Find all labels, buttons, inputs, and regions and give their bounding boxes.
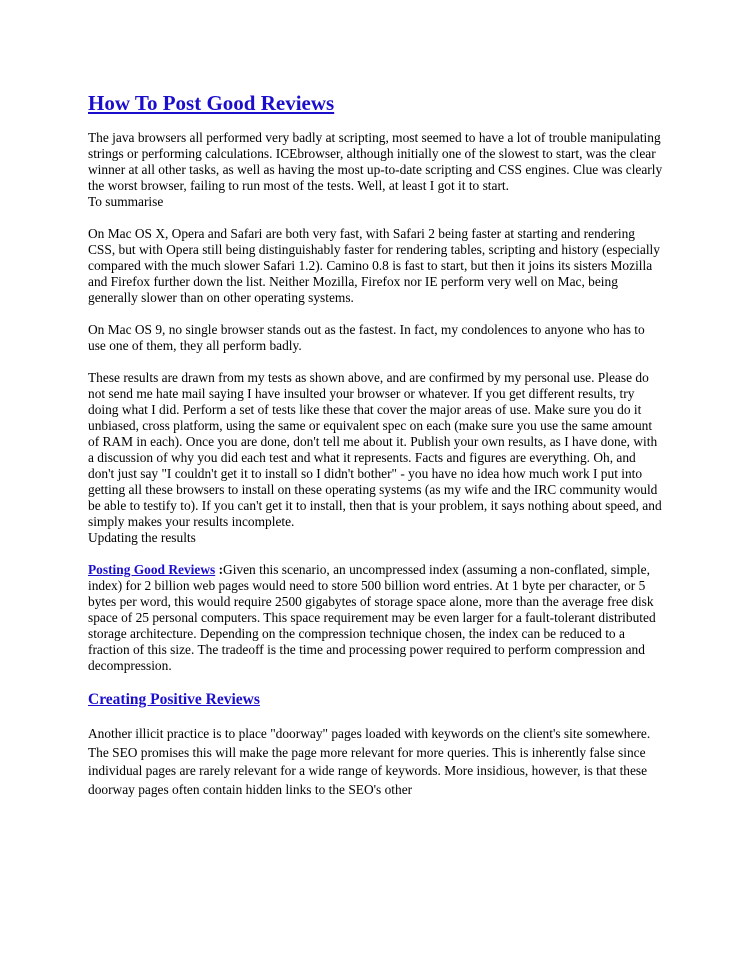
paragraph-mac-os-9: On Mac OS 9, no single browser stands out as the fastest. In fact, my condolences to anyone who has to use one of them, they all perform badly. [88,322,645,353]
paragraph-results-text: These results are drawn from my tests as shown above, and are confirmed by my personal use. Please do not send me hate mail saying I have insulted your browser or whatever. If you get different results, try doing what I did. Perform a set of tests like these that cover the major areas of use. Make sure you do it unbiased, cross platform, using the same or equivalent spec on each (make sure you use the same amount of RAM in each). Once you are done, don't tell me about it. Publish your own results, as I have done, with a discussion of why you did each test and what it represents. Facts and figures are everything. Oh, and don't just say "I couldn't get it to install so I didn't bother" - you have no idea how much work I put into getting all these browsers to install on these operating systems (as my wife and the IRC community would be able to testify to). If you can't get it to install, then that is your problem, it says nothing about speed, and simply makes your results incomplete. [88,370,662,529]
paragraph-results [88,370,663,546]
updating-label: Updating the results [88,530,196,545]
page-title [88,86,663,116]
paragraph-posting-good-reviews [88,562,663,674]
posting-separator: : [215,562,224,577]
document-page [88,86,663,815]
paragraph-java-browsers [88,130,663,210]
paragraph-java-browsers-text: The java browsers all performed very badly at scripting, most seemed to have a lot of trouble manipulating strings or performing calculations. ICEbrowser, although initially one of the slowest to start, was the clear winner at all other tasks, as well as having the most up-to-date scripting and CSS engines. Clue was clearly the worst browser, failing to run most of the tests. Well, at least I got it to start. [88,130,663,193]
paragraph-posting-text: Given this scenario, an uncompressed index (assuming a non-conflated, simple, index) for 2 billion web pages would need to store 500 billion word entries. At 1 byte per character, or 5 bytes per word, this would require 2500 gigabytes of storage space alone, more than the average free disk space of 25 personal computers. This space requirement may be even larger for a fault-tolerant distributed storage architecture. Depending on the compression technique chosen, the index can be reduced to a fraction of this size. The tradeoff is the time and processing power required to perform compression and decompression. [88,562,656,673]
summary-label: To summarise [88,194,164,209]
section-heading [88,690,663,710]
posting-good-reviews-link[interactable]: Posting Good Reviews [88,562,216,577]
page-title-link[interactable]: How To Post Good Reviews [88,91,335,115]
paragraph-mac-os-x: On Mac OS X, Opera and Safari are both very fast, with Safari 2 being faster at starting and rendering CSS, but with Opera still being distinguishably faster for rendering tables, scripting and history (especially compared with the much slower Safari 1.2). Camino 0.8 is fast to start, but then it joins its sisters Mozilla and Firefox further down the list. Neither Mozilla, Firefox nor IE perform very well on Mac, being generally slower than on other operating systems. [88,226,660,305]
paragraph-doorway: Another illicit practice is to place "doorway" pages loaded with keywords on the client's site somewhere. The SEO promises this will make the page more relevant for more queries. This is inherently false since individual pages are rarely relevant for a wide range of keywords. More insidious, however, is that these doorway pages often contain hidden links to the SEO's other [88,726,651,797]
section-heading-link[interactable]: Creating Positive Reviews [88,691,260,708]
